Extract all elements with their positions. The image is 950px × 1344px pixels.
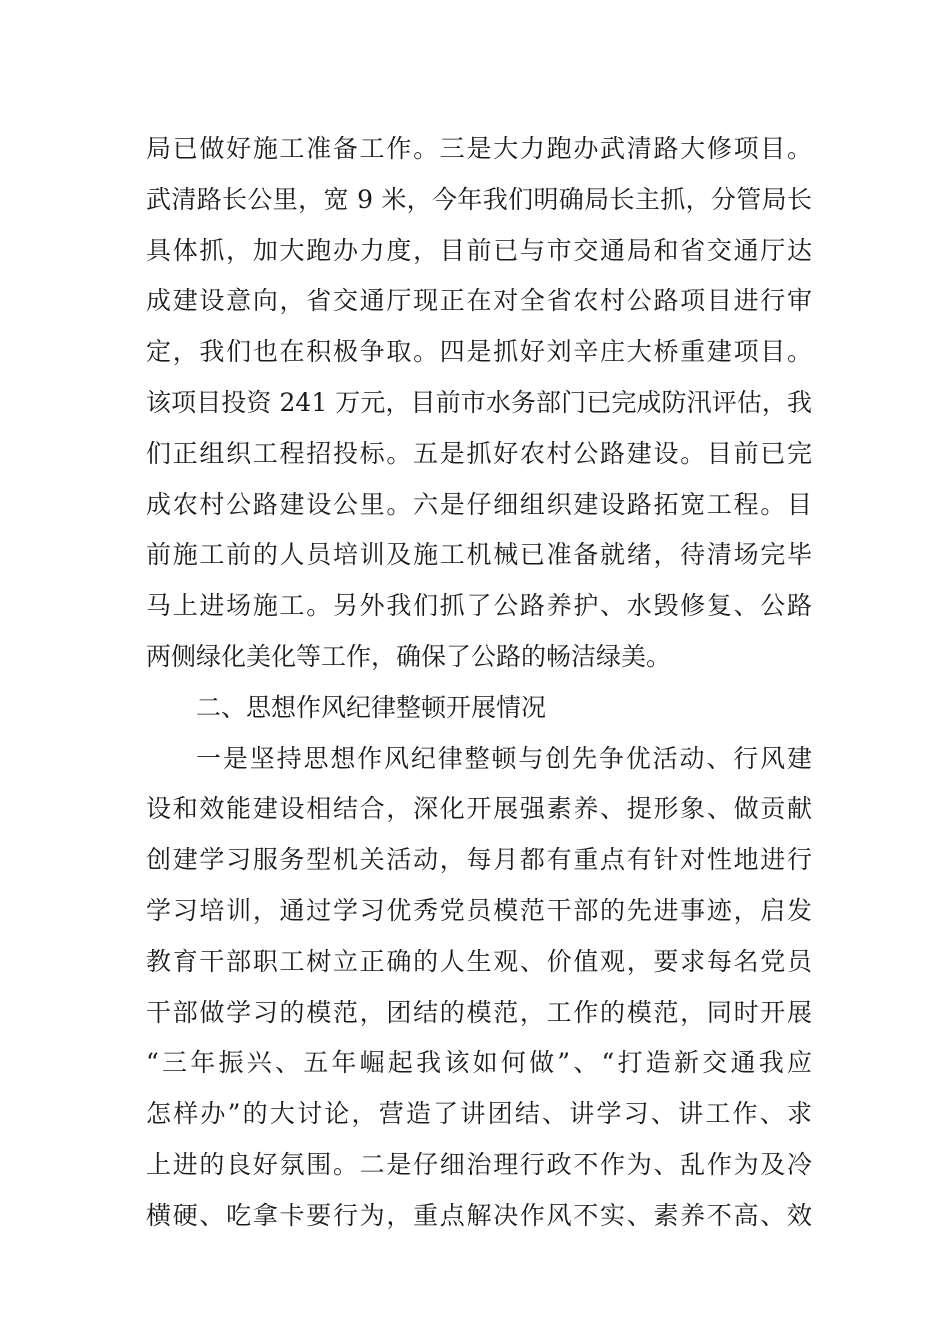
- text-line: 武清路长公里，宽 9 米，今年我们明确局长主抓，分管局长: [146, 184, 812, 214]
- text-line: 创建学习服务型机关活动，每月都有重点有针对性地进行: [146, 845, 812, 875]
- paragraph-first-line: 一是坚持思想作风纪律整顿与创先争优活动、行风建: [196, 743, 812, 773]
- text-line: 该项目投资 241 万元，目前市水务部门已完成防汛评估，我: [146, 387, 812, 417]
- text-line: 教育干部职工树立正确的人生观、价值观，要求每名党员: [146, 946, 812, 976]
- text-line: 横硬、吃拿卡要行为，重点解决作风不实、素养不高、效: [146, 1200, 812, 1230]
- paragraph-end-line: 两侧绿化美化等工作，确保了公路的畅洁绿美。: [146, 641, 672, 671]
- text-line: 成农村公路建设公里。六是仔细组织建设路拓宽工程。目: [146, 489, 812, 519]
- text-line: 设和效能建设相结合，深化开展强素养、提形象、做贡献: [146, 794, 812, 824]
- text-line: 干部做学习的模范，团结的模范，工作的模范，同时开展: [146, 997, 812, 1027]
- text-line: 定，我们也在积极争取。四是抓好刘辛庄大桥重建项目。: [146, 337, 812, 367]
- text-line: 学习培训，通过学习优秀党员模范干部的先进事迹，启发: [146, 895, 812, 925]
- body-text: [146, 124, 812, 1242]
- text-line: 前施工前的人员培训及施工机械已准备就绪，待清场完毕: [146, 540, 812, 570]
- text-line: “三年振兴、五年崛起我该如何做”、“打造新交通我应: [146, 1048, 812, 1078]
- text-line: 成建设意向，省交通厅现正在对全省农村公路项目进行审: [146, 286, 812, 316]
- text-line: 怎样办”的大讨论，营造了讲团结、讲学习、讲工作、求: [146, 1099, 812, 1129]
- section-heading: 二、思想作风纪律整顿开展情况: [196, 692, 547, 722]
- text-line: 具体抓，加大跑办力度，目前已与市交通局和省交通厅达: [146, 235, 812, 265]
- text-line: 马上进场施工。另外我们抓了公路养护、水毁修复、公路: [146, 591, 812, 621]
- text-line: 局已做好施工准备工作。三是大力跑办武清路大修项目。: [146, 134, 812, 163]
- text-line: 上进的良好氛围。二是仔细治理行政不作为、乱作为及冷: [146, 1149, 812, 1179]
- text-line: 们正组织工程招投标。五是抓好农村公路建设。目前已完: [146, 438, 812, 468]
